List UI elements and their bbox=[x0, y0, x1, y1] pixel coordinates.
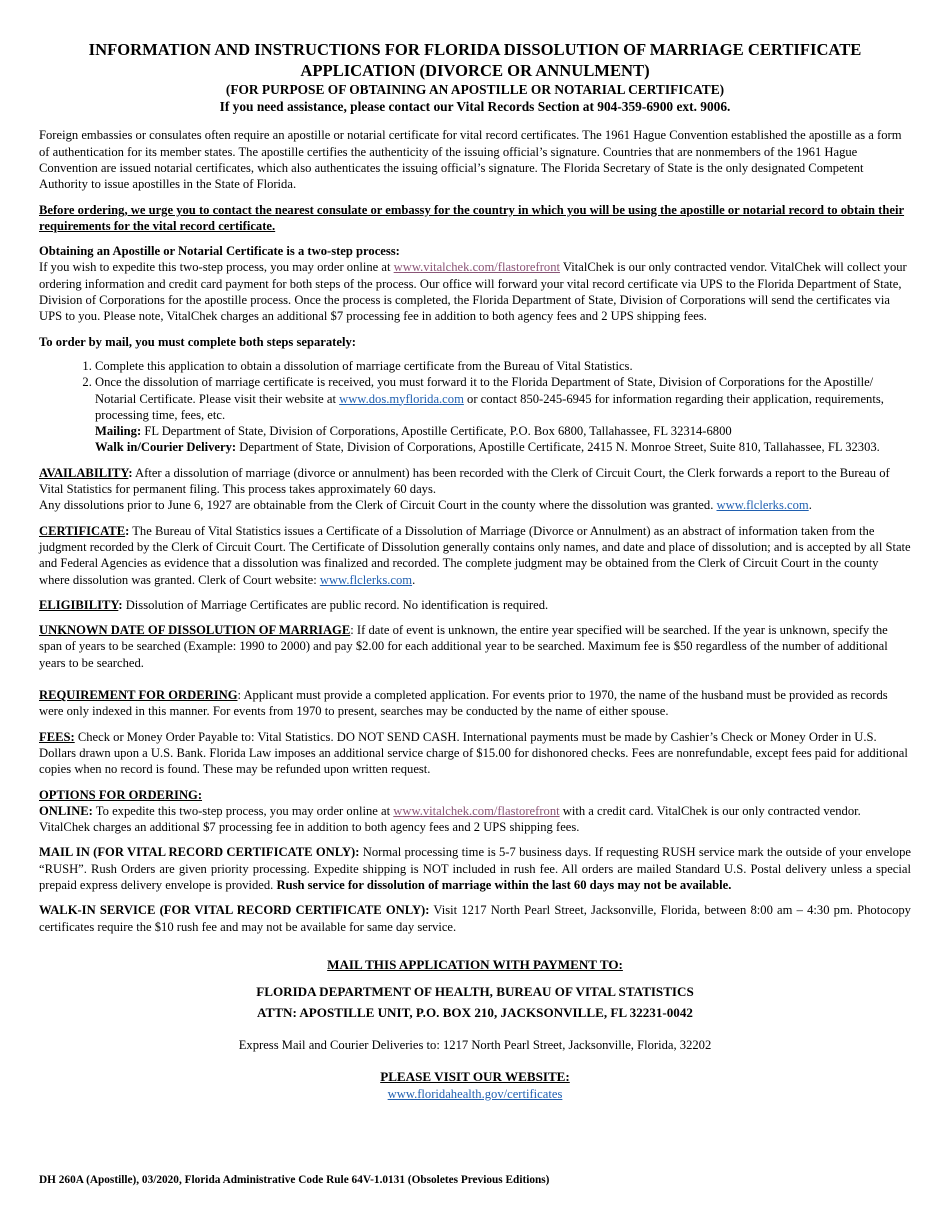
certificate-section: CERTIFICATE: The Bureau of Vital Statistics issues a Certificate of a Dissolution of Marriage (Divorce or Annulment) as an abstract of information taken from the judgment recorded by the Clerk of Circuit Court. The Certificate of Dissolution generally contains only names, and date and place of dissolution; and is accepted by all State and Federal Agencies as evidence that a dissolution was finalized and recorded. The complete judgment may be obtained from the Clerk of Circuit Court in the county where dissolution was granted. Clerk of Court website: www.flclerks.com. bbox=[39, 523, 911, 587]
availability-label: AVAILABILITY bbox=[39, 465, 129, 480]
two-step-section bbox=[39, 243, 911, 324]
step2-text-after: or contact 850-245-6945 for information regarding their application, requirements, processing time, fees, etc. bbox=[95, 391, 884, 422]
walkin-label: Walk in/Courier Delivery: bbox=[95, 440, 237, 455]
availability-section: AVAILABILITY: After a dissolution of marriage (divorce or annulment) has been recorded with the Clerk of Circuit Court, the Clerk forwards a report to the Bureau of Vital Statistics for permanent filing. This process takes approximately 60 days. Any dissolutions prior to June 6, 1927 are obtainable from the Clerk of Circuit Court in the county where the dissolution was granted. www.flclerks.com. bbox=[39, 465, 890, 513]
options-section bbox=[39, 787, 911, 836]
intro-paragraph: Foreign embassies or consulates often require an apostille or notarial certificate for vital record certificates. The 1961 Hague Convention established the apostille as a form of authentication for its member states. The apostille certifies the authenticity of the issuing official’s signature. Countries that are nonmembers of the 1961 Hague Convention are issued notarial certificates, which also authenticates the issuing official’s signature. The Florida Secretary of State is the only designated Competent Authority to issue apostilles in the State of Florida. bbox=[39, 128, 902, 192]
mail-order-heading: To order by mail, you must complete both steps separately: bbox=[39, 334, 356, 349]
mail-in-text: Normal processing time is 5-7 business days. If requesting RUSH service mark the outside of your envelope “RUSH”. Rush Orders are given priority processing. Expedite shipping is NOT included in rush fee. All orders are mailed Standard U.S. Postal delivery unless a special prepaid express delivery envelope is provided. bbox=[39, 845, 911, 892]
fees-text: Check or Money Order Payable to: Vital Statistics. DO NOT SEND CASH. International payments must be made by Cashier’s Check or Money Order in U.S. Dollars drawn upon a U.S. Bank. Florida Law imposes an additional service charge of $15.00 for dishonored checks. Fees are nonrefundable, except fees paid for additional copies when no record is found. These may be refunded upon written request. bbox=[39, 729, 908, 777]
requirement-text: : Applicant must provide a completed application. For events prior to 1970, the name of the husband must be provided as records were only indexed in this manner. For events from 1970 to present, searches may be conducted by the name of either spouse. bbox=[39, 688, 888, 719]
flclerks-link-2[interactable]: www.flclerks.com bbox=[319, 572, 413, 587]
flclerks-link-1[interactable]: www.flclerks.com bbox=[716, 498, 809, 513]
certificate-text: The Bureau of Vital Statistics issues a Certificate of a Dissolution of Marriage (Divorce or Annulment) as an abstract of information taken from the judgment recorded by the Clerk of Circuit Court. The Certificate of Dissolution generally contains only names, and date and place of dissolution; and is accepted by all State and Federal Agencies as evidence that a dissolution was finalized and recorded. The complete judgment may be obtained from the Clerk of Circuit Court in the county where dissolution was granted. Clerk of Court website: bbox=[39, 523, 911, 587]
two-step-text-after: VitalChek is our only contracted vendor. VitalChek will collect your ordering information and credit card payment for both steps of the process. Our office will forward your vital record certificate via UPS to the Florida Department of State, Division of Corporations for the apostille process. Once the process is completed, the Florida Department of State, Division of Corporations will send the certificates via UPS to you. Please note, VitalChek charges an additional $7 processing fee in addition to both agency fees and 2 UPS shipping fees. bbox=[39, 260, 907, 324]
mail-to-line-2: ATTN: APOSTILLE UNIT, P.O. BOX 210, JACKSONVILLE, FL 32231-0042 bbox=[257, 1005, 693, 1021]
mailing-address bbox=[95, 423, 911, 439]
urge-paragraph: Before ordering, we urge you to contact the nearest consulate or embassy for the country in which you will be using the apostille or notarial record to obtain their requirements for the vital record certificate. bbox=[39, 202, 905, 233]
eligibility-section: ELIGIBILITY: Dissolution of Marriage Certificates are public record. No identification is required. bbox=[39, 597, 549, 612]
document-title bbox=[39, 40, 911, 81]
mail-to-line-1: FLORIDA DEPARTMENT OF HEALTH, BUREAU OF VITAL STATISTICS bbox=[256, 984, 694, 1000]
fees-label: FEES: bbox=[39, 729, 75, 744]
dos-myflorida-link[interactable]: www.dos.myflorida.com bbox=[339, 391, 464, 406]
document-subtitle: (FOR PURPOSE OF OBTAINING AN APOSTILLE OR NOTARIAL CERTIFICATE) bbox=[225, 82, 725, 97]
title-line-2: APPLICATION (DIVORCE OR ANNULMENT) bbox=[300, 60, 650, 80]
mail-to-address bbox=[39, 981, 911, 1023]
walk-in-text: Visit 1217 North Pearl Street, Jacksonville, Florida, between 8:00 am – 4:30 pm. Photocopy certificates require the $10 rush fee and may not be available for same day service. bbox=[39, 903, 911, 934]
mailing-label: Mailing: bbox=[95, 424, 142, 439]
certificate-end: . bbox=[412, 572, 416, 587]
website-heading: PLEASE VISIT OUR WEBSITE: bbox=[380, 1069, 570, 1085]
title-line-1: INFORMATION AND INSTRUCTIONS FOR FLORIDA DISSOLUTION OF MARRIAGE CERTIFICATE bbox=[88, 40, 862, 59]
walk-in-section bbox=[39, 902, 911, 935]
unknown-date-text: : If date of event is unknown, the entire year specified will be searched. If the year is unknown, specify the span of years to be searched (Example: 1990 to 2000) and pay $2.00 for each additional year to be searched. Maximum fee is $50 regardless of the number of additional years to be searched. bbox=[39, 623, 888, 670]
unknown-date-section bbox=[39, 622, 911, 671]
online-text-before: To expedite this two-step process, you may order online at bbox=[92, 803, 394, 818]
requirement-label: REQUIREMENT FOR ORDERING bbox=[39, 688, 238, 703]
express-mail-line: Express Mail and Courier Deliveries to: 1217 North Pearl Street, Jacksonville, Florida, 32202 bbox=[238, 1038, 712, 1053]
assistance-line: If you need assistance, please contact our Vital Records Section at 904-359-6900 ext. 9006. bbox=[219, 99, 731, 115]
mailing-text: FL Department of State, Division of Corporations, Apostille Certificate, P.O. Box 6800, Tallahassee, FL 32314-6800 bbox=[141, 424, 732, 439]
mail-order-step-2 bbox=[95, 374, 911, 455]
availability-end: . bbox=[808, 498, 812, 513]
mail-order-steps bbox=[39, 358, 911, 456]
mail-in-rush-note: Rush service for dissolution of marriage within the last 60 days may not be available. bbox=[276, 877, 732, 892]
requirement-section bbox=[39, 687, 911, 720]
options-heading: OPTIONS FOR ORDERING: bbox=[39, 787, 203, 802]
eligibility-text: Dissolution of Marriage Certificates are public record. No identification is required. bbox=[122, 597, 549, 612]
online-label: ONLINE: bbox=[39, 803, 93, 818]
online-text-after: with a credit card. VitalChek is our only contracted vendor. VitalChek charges an additional $7 processing fee in addition to both agency fees and 2 UPS shipping fees. bbox=[39, 803, 861, 835]
availability-text-2: Any dissolutions prior to June 6, 1927 are obtainable from the Clerk of Circuit Court in the county where the dissolution was granted. bbox=[39, 498, 717, 513]
step2-text-before: Once the dissolution of marriage certificate is received, you must forward it to the Florida Department of State, Division of Corporations for the Apostille/ Notarial Certificate. Please visit their website at bbox=[95, 375, 874, 406]
walk-in-label: WALK-IN SERVICE (FOR VITAL RECORD CERTIFICATE ONLY): bbox=[39, 903, 430, 918]
floridahealth-link[interactable]: www.floridahealth.gov/certificates bbox=[387, 1086, 563, 1101]
two-step-text-before: If you wish to expedite this two-step process, you may order online at bbox=[39, 260, 394, 275]
walkin-text: Department of State, Division of Corporations, Apostille Certificate, 2415 N. Monroe Street, Suite 810, Tallahassee, FL 32303. bbox=[236, 440, 880, 455]
unknown-date-label: UNKNOWN DATE OF DISSOLUTION OF MARRIAGE bbox=[39, 623, 351, 638]
mail-in-label: MAIL IN (FOR VITAL RECORD CERTIFICATE ONLY): bbox=[39, 845, 360, 860]
mail-order-step-1: 1. Complete this application to obtain a dissolution of marriage certificate from the Bureau of Vital Statistics. bbox=[95, 358, 911, 374]
certificate-label: CERTIFICATE bbox=[39, 523, 126, 538]
form-code-footer: DH 260A (Apostille), 03/2020, Florida Administrative Code Rule 64V-1.0131 (Obsoletes Previous Editions) bbox=[39, 1174, 550, 1186]
eligibility-label: ELIGIBILITY bbox=[39, 597, 119, 612]
website-link-wrap bbox=[39, 1086, 911, 1102]
walkin-address bbox=[95, 439, 911, 455]
mail-to-heading: MAIL THIS APPLICATION WITH PAYMENT TO: bbox=[327, 956, 623, 972]
mail-in-section bbox=[39, 844, 911, 893]
fees-section bbox=[39, 729, 911, 778]
vitalchek-link-2[interactable]: www.vitalchek.com/flastorefront bbox=[393, 803, 560, 818]
availability-text: After a dissolution of marriage (divorce or annulment) has been recorded with the Clerk of Circuit Court, the Clerk forwards a report to the Bureau of Vital Statistics for permanent filing. This process takes approximately 60 days. bbox=[39, 465, 890, 497]
vitalchek-link[interactable]: www.vitalchek.com/flastorefront bbox=[393, 260, 561, 275]
two-step-heading: Obtaining an Apostille or Notarial Certificate is a two-step process: bbox=[39, 244, 400, 259]
